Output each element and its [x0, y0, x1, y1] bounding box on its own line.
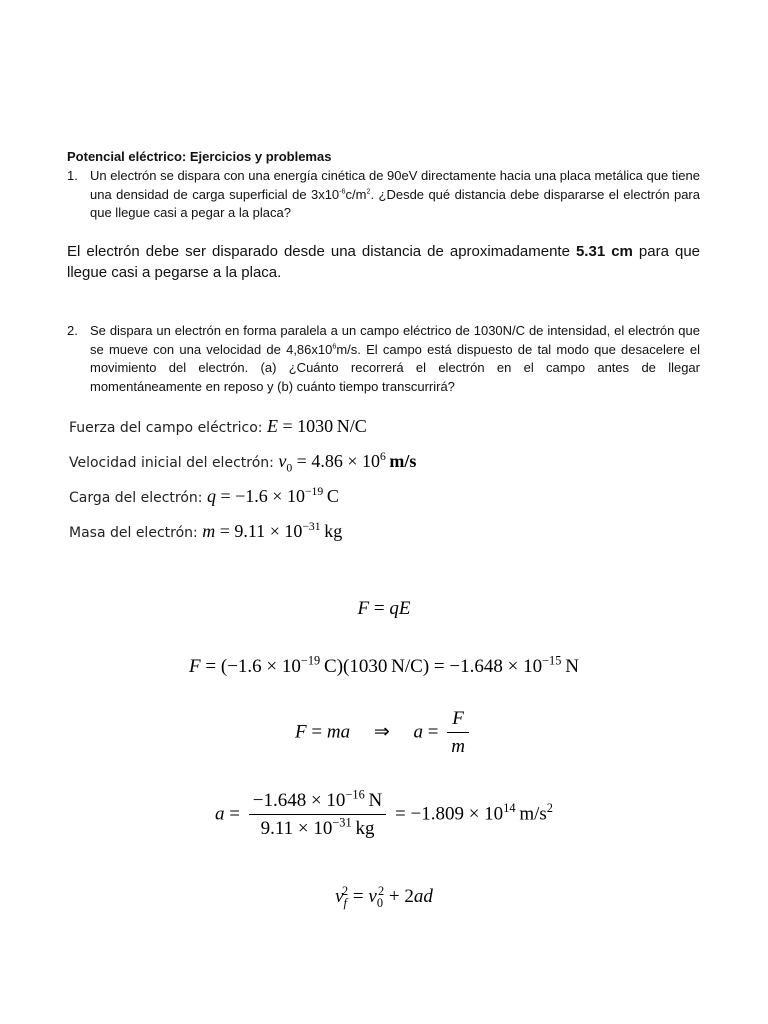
equation-acceleration: a = $\frac{-1.648 \times 10^{-16} N}{9.11 \times 10^{-31} kg}$ = $-1.809 \times 10^{14}$ $m/s^2$ — [215, 787, 553, 839]
equation-force-definition: F = qE — [357, 598, 411, 619]
problem-number: 2. — [67, 323, 78, 338]
problem-text: Se dispara un electrón en forma paralela a un campo eléctrico de 1030N/C de intensidad, el electrón que se mueve con una velocidad de $4,86x10^6m/s$. El campo está dispuesto de tal modo que desacelere el movimiento del electrón. (a) ¿Cuánto recorrerá el electrón en el campo antes de llegar momentáneamente en reposo y (b) cuánto tiempo transcurrirá? — [90, 323, 700, 394]
problem-1 — [67, 167, 700, 223]
problem-2 — [67, 322, 700, 396]
answer-1: El electrón debe ser disparado desde una distancia de aproximadamente 5.31 cm para que llegue casi a pegarse a la placa. — [67, 243, 701, 281]
problem-text: Un electrón se dispara con una energía cinética de 90eV directamente hacia una placa metálica que tiene una densidad de carga superficial de $3x10^{-6}c/m^2$. ¿Desde qué distancia debe dispararse el electrón para que llegue casi a pegar a la placa? — [90, 168, 700, 221]
problem-number: 1. — [67, 168, 78, 183]
page-title: Potencial eléctrico: Ejercicios y problemas — [67, 149, 332, 164]
given-velocity: Velocidad inicial del electrón: $v_0 = 4.86 \times 10^6$ m/s — [69, 450, 417, 475]
equation-kinematics: $v_f^2 = v_0^2 + 2ad$ — [335, 883, 433, 910]
given-charge: Carga del electrón: $q = -1.6 \times 10^{-19}$ C — [69, 485, 339, 506]
given-field: Fuerza del campo eléctrico: E = 1030 N/C — [69, 416, 367, 436]
equation-force-value: $F = (-1.6 \times 10^{-19}$ C)(1030 $N/C) = -1.648 \times 10^{-15}$ N — [189, 653, 579, 677]
given-mass: Masa del electrón: $m = 9.11 \times 10^{-31}$ kg — [69, 520, 343, 541]
answer-value: 5.31 cm — [575, 243, 633, 260]
equation-newton-second-law: F = ma ⇒ a = $\frac{F}{m}$ — [0, 708, 768, 758]
